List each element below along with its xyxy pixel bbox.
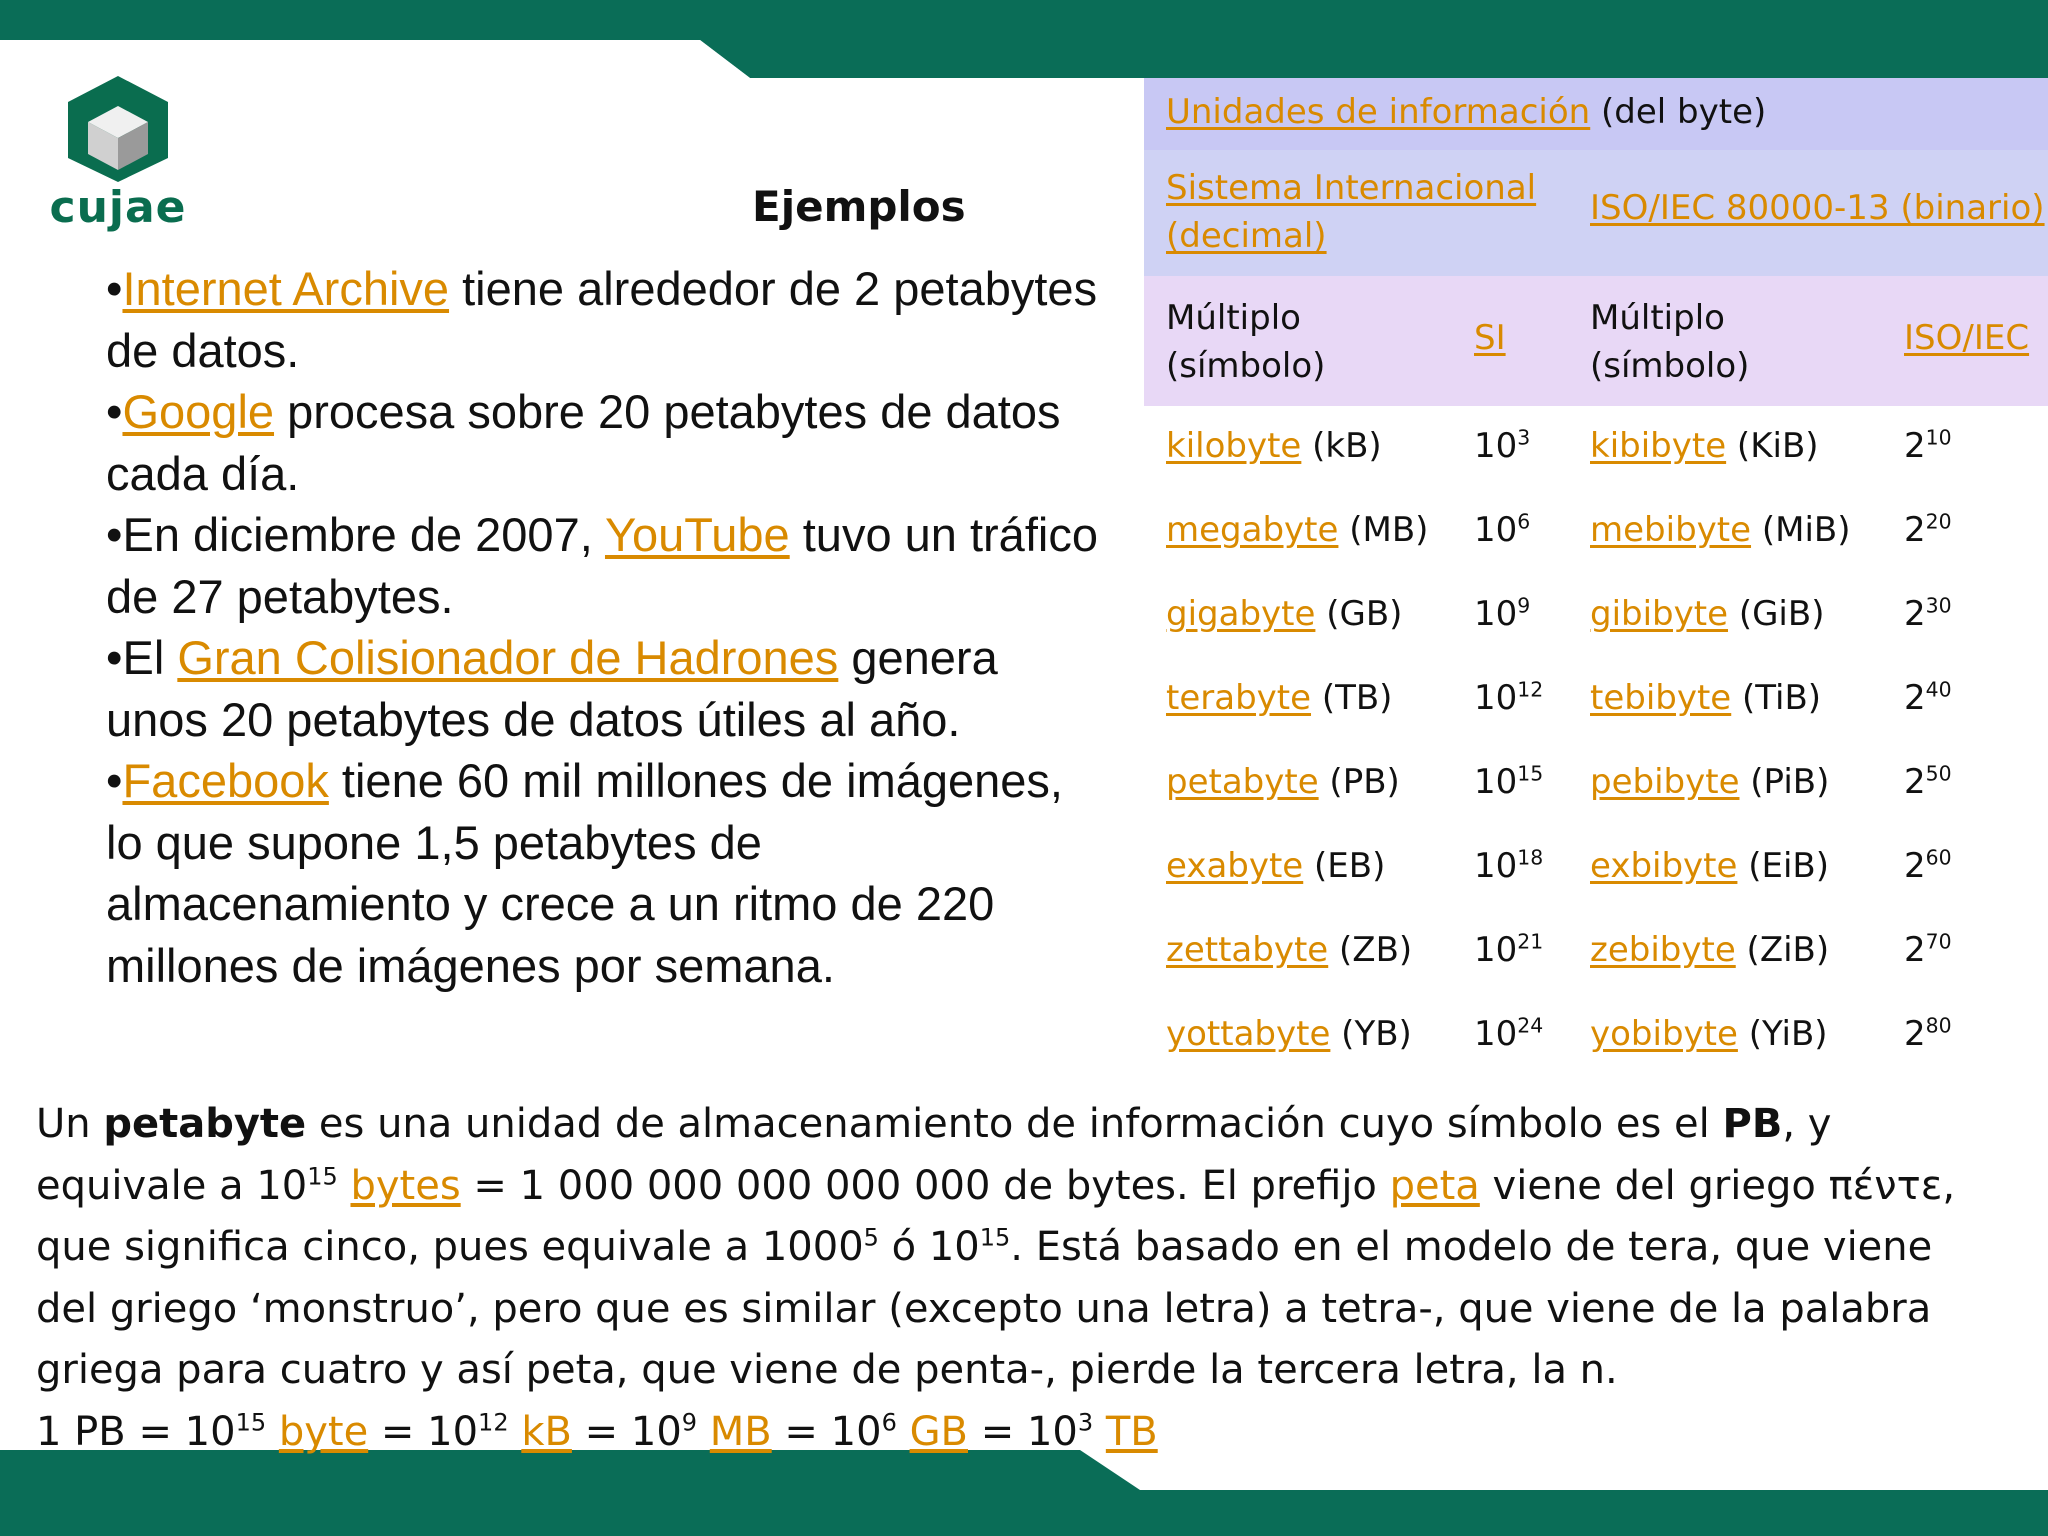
- col-multiplo-iso: Múltiplo (símbolo): [1590, 298, 1750, 386]
- gb-link[interactable]: GB: [909, 1408, 968, 1455]
- table-body: [1144, 406, 2048, 1078]
- si-value-cell: $10^{12}$: [1474, 677, 1544, 718]
- tb-link[interactable]: TB: [1105, 1408, 1158, 1455]
- bin-unit-cell: [1590, 510, 1850, 550]
- col-iso: [1904, 318, 2029, 358]
- si-unit-cell: [1166, 510, 1428, 550]
- bin-value-cell: $2^{20}$: [1904, 509, 1952, 550]
- table-row: [1144, 826, 2048, 910]
- cube-logo-icon: [48, 72, 188, 182]
- si-unit-link[interactable]: exabyte: [1166, 846, 1304, 886]
- bullet: •: [106, 385, 123, 438]
- bin-value-cell: $2^{30}$: [1904, 593, 1952, 634]
- bin-unit-link[interactable]: exbibyte: [1590, 846, 1738, 886]
- col-multiplo-si: Múltiplo (símbolo): [1166, 298, 1326, 386]
- bin-value-cell: $2^{80}$: [1904, 1013, 1952, 1054]
- petabyte-description: [36, 1094, 2026, 1463]
- equivalence-line: 1 PB = $10^{15}$ byte = $10^{12}$ kB = $10^9$ MB = $10^6$ GB = $10^3$ TB: [36, 1408, 1158, 1455]
- si-unit-cell: [1166, 594, 1402, 634]
- facebook-link[interactable]: Facebook: [122, 754, 329, 807]
- top-band: [0, 0, 2048, 78]
- iso-header-cell: [1590, 188, 2045, 228]
- bullet: •: [106, 631, 123, 684]
- bin-unit-link[interactable]: pebibyte: [1590, 762, 1740, 802]
- bold-pb: PB: [1722, 1101, 1783, 1147]
- si-symbol: (PB): [1318, 762, 1400, 802]
- paragraph-line: que significa cinco, pues equivale a 1000$^5$ ó $10^{15}$. Está basado en el modelo de tera, que viene: [36, 1223, 1933, 1270]
- bin-value-cell: $2^{60}$: [1904, 845, 1952, 886]
- si-unit-cell: [1166, 426, 1382, 466]
- section-title: Ejemplos: [752, 182, 966, 231]
- si-symbol: (kB): [1301, 426, 1382, 466]
- si-value-cell: $10^{24}$: [1474, 1013, 1544, 1054]
- si-symbol: (TB): [1311, 678, 1393, 718]
- internet-archive-link[interactable]: Internet Archive: [122, 262, 450, 315]
- bin-value-cell: $2^{70}$: [1904, 929, 1952, 970]
- bin-symbol: (ZiB): [1735, 930, 1830, 970]
- byte-link[interactable]: byte: [278, 1408, 369, 1455]
- bin-unit-cell: [1590, 762, 1829, 802]
- bullet: •: [106, 262, 123, 315]
- bin-unit-cell: [1590, 426, 1819, 466]
- bin-unit-cell: [1590, 846, 1829, 886]
- si-unit-link[interactable]: megabyte: [1166, 510, 1339, 550]
- bin-symbol: (EiB): [1737, 846, 1830, 886]
- bytes-link[interactable]: bytes: [350, 1162, 461, 1209]
- bin-unit-link[interactable]: tebibyte: [1590, 678, 1732, 718]
- mb-link[interactable]: MB: [709, 1408, 772, 1455]
- si-unit-link[interactable]: kilobyte: [1166, 426, 1302, 466]
- example-item: [106, 504, 1106, 627]
- table-subheader-row: [1144, 150, 2048, 276]
- example-text: tiene 60 mil millones de imágenes, lo que supone 1,5 petabytes de almacenamiento y crece a un ritmo de 220 millones de imágenes por semana.: [106, 754, 1063, 992]
- si-value-cell: $10^{21}$: [1474, 929, 1544, 970]
- bin-unit-link[interactable]: mebibyte: [1590, 510, 1752, 550]
- bin-value-cell: $2^{40}$: [1904, 677, 1952, 718]
- paragraph-line: griega para cuatro y así peta, que viene de penta-, pierde la tercera letra, la n.: [36, 1347, 1618, 1393]
- kb-link[interactable]: kB: [521, 1408, 572, 1455]
- si-symbol: (MB): [1338, 510, 1429, 550]
- table-row: [1144, 994, 2048, 1078]
- peta-link[interactable]: peta: [1389, 1162, 1480, 1209]
- example-item: [106, 627, 1106, 750]
- sistema-internacional-link[interactable]: Sistema Internacional (decimal): [1166, 168, 1537, 256]
- bin-symbol: (PiB): [1739, 762, 1830, 802]
- table-row: [1144, 574, 2048, 658]
- bin-symbol: (TiB): [1731, 678, 1822, 718]
- si-unit-link[interactable]: zettabyte: [1166, 930, 1329, 970]
- si-symbol: (YB): [1330, 1014, 1412, 1054]
- bin-symbol: (KiB): [1726, 426, 1819, 466]
- si-value-cell: $10^9$: [1474, 593, 1531, 634]
- example-item: [106, 258, 1106, 381]
- table-row: [1144, 490, 2048, 574]
- si-symbol: (ZB): [1328, 930, 1413, 970]
- bin-unit-link[interactable]: kibibyte: [1590, 426, 1727, 466]
- example-text: tuvo un tráfico de 27 petabytes.: [106, 508, 1098, 623]
- bin-symbol: (GiB): [1728, 594, 1825, 634]
- example-item: [106, 381, 1106, 504]
- bullet: •: [106, 754, 123, 807]
- si-value-cell: $10^6$: [1474, 509, 1531, 550]
- units-table: [1144, 78, 2048, 1078]
- table-row: [1144, 658, 2048, 742]
- bin-unit-link[interactable]: gibibyte: [1590, 594, 1729, 634]
- example-text: El: [122, 631, 178, 684]
- examples-list: [106, 258, 1106, 996]
- bin-unit-cell: [1590, 1014, 1828, 1054]
- si-unit-link[interactable]: yottabyte: [1166, 1014, 1331, 1054]
- si-unit-cell: [1166, 678, 1392, 718]
- bin-symbol: (MiB): [1751, 510, 1851, 550]
- example-text: En diciembre de 2007,: [122, 508, 605, 561]
- cujae-logo: [48, 72, 188, 252]
- bin-unit-link[interactable]: zebibyte: [1590, 930, 1736, 970]
- bin-unit-cell: [1590, 930, 1829, 970]
- bin-value-cell: $2^{50}$: [1904, 761, 1952, 802]
- bin-unit-cell: [1590, 678, 1821, 718]
- bold-petabyte: petabyte: [103, 1101, 307, 1147]
- bullet: •: [106, 508, 123, 561]
- table-header-row: [1144, 78, 2048, 150]
- paragraph-line: Un petabyte es una unidad de almacenamiento de información cuyo símbolo es el PB, y: [36, 1101, 1832, 1147]
- si-unit-cell: [1166, 1014, 1412, 1054]
- example-text: procesa sobre 20 petabytes de datos cada día.: [106, 385, 1061, 500]
- si-header-cell: [1166, 164, 1536, 260]
- table-row: [1144, 910, 2048, 994]
- paragraph-line: equivale a $10^{15}$ bytes = 1 000 000 000 000 000 de bytes. El prefijo peta viene del griego πέντε,: [36, 1162, 1956, 1209]
- si-link[interactable]: SI: [1474, 318, 1506, 358]
- youtube-link[interactable]: YouTube: [604, 508, 790, 561]
- example-text: genera unos 20 petabytes de datos útiles al año.: [106, 631, 998, 746]
- si-unit-link[interactable]: terabyte: [1166, 678, 1312, 718]
- col-si: [1474, 318, 1506, 358]
- bin-unit-cell: [1590, 594, 1824, 634]
- si-unit-link[interactable]: petabyte: [1166, 762, 1319, 802]
- bin-symbol: (YiB): [1737, 1014, 1828, 1054]
- si-symbol: (EB): [1303, 846, 1386, 886]
- iso-iec-80000-link[interactable]: ISO/IEC 80000-13 (binario): [1590, 188, 2045, 228]
- si-unit-cell: [1166, 762, 1400, 802]
- example-item: [106, 750, 1106, 996]
- lhc-link[interactable]: Gran Colisionador de Hadrones: [177, 631, 839, 684]
- iso-iec-link[interactable]: ISO/IEC: [1904, 318, 2030, 358]
- table-column-header-row: [1144, 276, 2048, 406]
- si-value-cell: $10^{15}$: [1474, 761, 1544, 802]
- si-unit-cell: [1166, 846, 1385, 886]
- bin-value-cell: $2^{10}$: [1904, 425, 1952, 466]
- example-text: tiene alrededor de 2 petabytes de datos.: [106, 262, 1098, 377]
- si-value-cell: $10^{18}$: [1474, 845, 1544, 886]
- paragraph-line: del griego ‘monstruo’, pero que es similar (excepto una letra) a tetra-, que viene de la palabra: [36, 1285, 1932, 1332]
- si-value-cell: $10^3$: [1474, 425, 1531, 466]
- bin-unit-link[interactable]: yobibyte: [1590, 1014, 1738, 1054]
- si-symbol: (GB): [1315, 594, 1403, 634]
- unidades-informacion-link[interactable]: Unidades de información: [1166, 92, 1591, 132]
- table-row: [1144, 742, 2048, 826]
- table-header-cell: [1166, 92, 1766, 132]
- google-link[interactable]: Google: [122, 385, 275, 438]
- table-row: [1144, 406, 2048, 490]
- si-unit-link[interactable]: gigabyte: [1166, 594, 1316, 634]
- logo-text: cujae: [49, 182, 187, 233]
- header-text: (del byte): [1590, 92, 1767, 132]
- si-unit-cell: [1166, 930, 1412, 970]
